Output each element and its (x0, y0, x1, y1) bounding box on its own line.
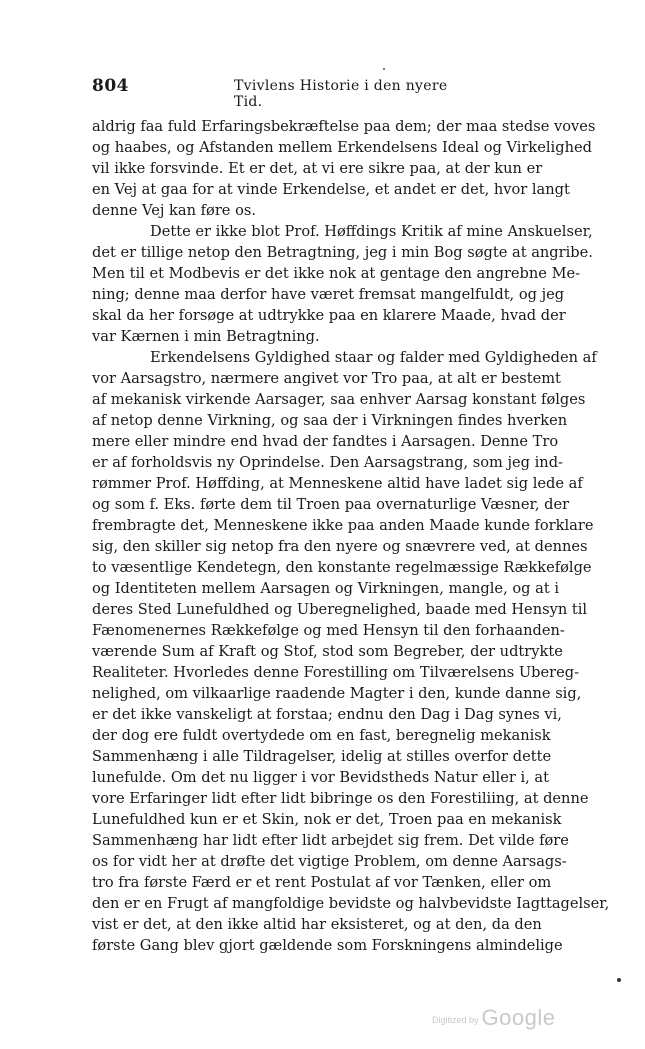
watermark-prefix: Digitized by (432, 1015, 479, 1025)
ink-speck (617, 978, 621, 982)
text-line: vist er det, at den ikke altid har eksisteret, og at den, da den (92, 916, 542, 933)
text-line: Realiteter. Hvorledes denne Forestilling om Tilværelsens Ubereg- (92, 664, 580, 681)
text-line: af mekanisk virkende Aarsager, saa enhver Aarsag konstant følges (92, 391, 586, 408)
text-line: Men til et Modbevis er det ikke nok at gentage den angrebne Me- (92, 265, 581, 282)
text-line: vore Erfaringer lidt efter lidt bibringe os den Forestiliing, at denne (92, 790, 589, 807)
text-line: vil ikke forsvinde. Et er det, at vi ere sikre paa, at der kun er (92, 160, 543, 177)
text-line: den er en Frugt af mangfoldige bevidste og halvbevidste Iagttagelser, (92, 895, 610, 912)
running-title: Tvivlens Historie i den nyere Tid. (234, 78, 448, 110)
text-line: var Kærnen i min Betragtning. (92, 328, 320, 345)
text-line: er af forholdsvis ny Oprindelse. Den Aarsagstrang, som jeg ind- (92, 454, 563, 471)
text-line: Lunefuldhed kun er et Skin, nok er det, Troen paa en mekanisk (92, 811, 562, 828)
text-line: nelighed, om vilkaarlige raadende Magter i den, kunde danne sig, (92, 685, 582, 702)
text-line: rømmer Prof. Høffding, at Menneskene altid have ladet sig lede af (92, 475, 583, 492)
text-line: af netop denne Virkning, og saa der i Virkningen findes hverken (92, 412, 568, 429)
text-line: ning; denne maa derfor have været fremsat mangelfuldt, og jeg (92, 286, 565, 303)
text-line: værende Sum af Kraft og Stof, stod som Begreber, der udtrykte (92, 643, 563, 660)
text-line: denne Vej kan føre os. (92, 202, 256, 219)
text-line: og som f. Eks. førte dem til Troen paa overnaturlige Væsner, der (92, 496, 570, 513)
text-line: det er tillige netop den Betragtning, jeg i min Bog søgte at angribe. (92, 244, 593, 261)
text-line: er det ikke vanskeligt at forstaa; endnu den Dag i Dag synes vi, (92, 706, 562, 723)
paragraph-start-line: Erkendelsens Gyldighed staar og falder med Gyldigheden af (150, 349, 597, 366)
text-line: deres Sted Lunefuldhed og Uberegnelighed, baade med Hensyn til (92, 601, 588, 618)
text-line: Sammenhæng i alle Tildragelser, idelig at stilles overfor dette (92, 748, 552, 765)
text-line: frembragte det, Menneskene ikke paa anden Maade kunde forklare (92, 517, 594, 534)
text-line: en Vej at gaa for at vinde Erkendelse, et andet er det, hvor langt (92, 181, 570, 198)
digitized-watermark (432, 1005, 562, 1033)
text-line: to væsentlige Kendetegn, den konstante regelmæssige Rækkefølge (92, 559, 592, 576)
text-line: tro fra første Færd er et rent Postulat af vor Tænken, eller om (92, 874, 552, 891)
text-line: os for vidt her at drøfte det vigtige Problem, om denne Aarsags- (92, 853, 567, 870)
text-line: lunefulde. Om det nu ligger i vor Bevidstheds Natur eller i, at (92, 769, 549, 786)
paragraph-start-line: Dette er ikke blot Prof. Høffdings Kritik af mine Anskuelser, (150, 223, 593, 240)
text-line: og haabes, og Afstanden mellem Erkendelsens Ideal og Virkelighed (92, 139, 592, 156)
page-number: 804 (92, 76, 129, 96)
watermark-brand: Google (481, 1005, 556, 1030)
text-line: der dog ere fuldt overtydede om en fast, beregnelig mekanisk (92, 727, 551, 744)
page-header (92, 76, 474, 110)
text-line: Sammenhæng har lidt efter lidt arbejdet sig frem. Det vilde føre (92, 832, 569, 849)
ink-speck (383, 68, 385, 70)
text-line: skal da her forsøge at udtrykke paa en klarere Maade, hvad der (92, 307, 566, 324)
body-text (92, 116, 610, 956)
text-line: vor Aarsagstro, nærmere angivet vor Tro paa, at alt er bestemt (92, 370, 561, 387)
text-line: og Identiteten mellem Aarsagen og Virkningen, mangle, og at i (92, 580, 559, 597)
text-line: Fænomenernes Rækkefølge og med Hensyn til den forhaanden- (92, 622, 565, 639)
text-line: mere eller mindre end hvad der fandtes i Aarsagen. Denne Tro (92, 433, 559, 450)
text-line: sig, den skiller sig netop fra den nyere og snævrere ved, at dennes (92, 538, 588, 555)
text-line: første Gang blev gjort gældende som Forskningens almindelige (92, 937, 563, 954)
text-line: aldrig faa fuld Erfaringsbekræftelse paa dem; der maa stedse voves (92, 118, 596, 135)
